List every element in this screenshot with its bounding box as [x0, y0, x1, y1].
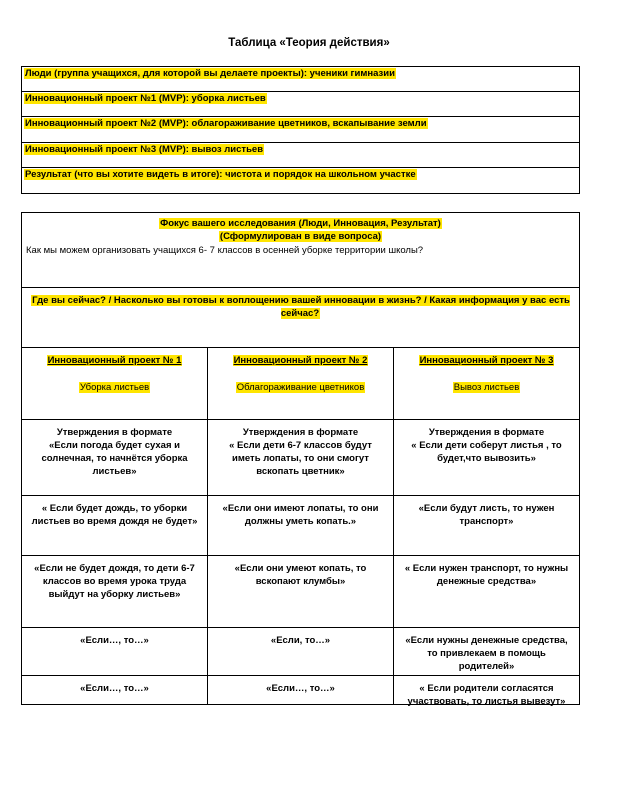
focus-cell — [22, 213, 579, 288]
focus-heading-line1: Фокус вашего исследования (Люди, Инновация, Результат) — [160, 217, 441, 229]
summary-row-project2 — [22, 117, 579, 142]
summary-table — [21, 66, 580, 194]
statement-p3-s5: « Если родители согласятся участвовать, то листья вывезут» — [407, 682, 566, 707]
project2-name: Облагораживание цветников — [236, 381, 365, 393]
action-table — [21, 212, 580, 705]
statement-p2-s1: « Если дети 6-7 классов будут иметь лопаты, то они смогут вскопать цветник» — [229, 439, 372, 477]
statement-p3-s3: « Если нужен транспорт, то нужны денежные средства» — [404, 562, 569, 587]
project2-header: Инновационный проект № 2 — [233, 354, 368, 366]
statement-row-4 — [22, 628, 579, 676]
statement-row-2 — [22, 496, 579, 556]
statement-p3-s4: «Если нужны денежные средства, то привлекаем в помощь родителей» — [405, 634, 568, 672]
project1-header-cell — [22, 348, 208, 419]
summary-row-project1 — [22, 92, 579, 117]
summary-row-project1-text: Инновационный проект №1 (MVP): уборка листьев — [25, 93, 266, 105]
statement-row-3 — [22, 556, 579, 628]
statement-title-p1: Утверждения в формате — [56, 426, 173, 438]
statement-p1-s2: « Если будет дождь, то уборки листьев во время дождя не будет» — [22, 496, 208, 555]
statement-p1-s4: «Если…, то…» — [22, 628, 208, 675]
project1-header-wrap — [30, 354, 199, 367]
where-now-cell — [22, 288, 579, 348]
statement-p2-s2: «Если они имеют лопаты, то они должны уметь копать.» — [208, 496, 394, 555]
statement-cell-p3-s1 — [394, 420, 579, 495]
project2-header-wrap — [216, 354, 385, 367]
statement-format-row — [22, 420, 579, 496]
statement-p3-s1: « Если дети соберут листья , то будет,что вывозить» — [411, 439, 562, 464]
project2-name-wrap — [216, 381, 385, 394]
project3-header-cell — [394, 348, 579, 419]
project3-name-wrap — [402, 381, 571, 394]
statement-cell-p2-s1 — [208, 420, 394, 495]
summary-row-result — [22, 168, 579, 193]
statement-p1-s5: «Если…, то…» — [22, 676, 208, 704]
statement-title-p3: Утверждения в формате — [428, 426, 545, 438]
statement-p1-s1: «Если погода будет сухая и солнечная, то начнётся уборка листьев» — [41, 439, 188, 477]
focus-question: Как мы можем организовать учащихся 6- 7 классов в осенней уборке территории школы? — [26, 244, 424, 256]
statement-p2-s5: «Если…, то…» — [208, 676, 394, 704]
summary-row-project3-text: Инновационный проект №3 (MVP): вывоз листьев — [25, 143, 264, 155]
project1-header: Инновационный проект № 1 — [47, 354, 182, 366]
statement-row-5 — [22, 676, 579, 707]
project-header-row — [22, 348, 579, 420]
statement-cell-p1-s1 — [22, 420, 208, 495]
project1-name-wrap — [30, 381, 199, 394]
page-title: Таблица «Теория действия» — [228, 37, 390, 49]
project1-name: Уборка листьев — [79, 381, 150, 393]
statement-p2-s4: «Если, то…» — [208, 628, 394, 675]
statement-p2-s3: «Если они умеют копать, то вскопают клумбы» — [208, 556, 394, 627]
summary-row-result-text: Результат (что вы хотите видеть в итоге): чистота и порядок на школьном участке — [25, 168, 416, 180]
summary-row-project3 — [22, 143, 579, 168]
where-now-text: Где вы сейчас? / Насколько вы готовы к воплощению вашей инновации в жизнь? / Какая информация у вас есть сейчас? — [32, 294, 570, 319]
project2-header-cell — [208, 348, 394, 419]
focus-heading-line1-wrap — [26, 217, 575, 230]
focus-heading-line2-wrap — [26, 230, 575, 243]
summary-row-people-text: Люди (группа учащихся, для которой вы делаете проекты): ученики гимназии — [25, 68, 395, 79]
project3-name: Вывоз листьев — [453, 381, 520, 393]
project3-header-wrap — [402, 354, 571, 367]
statement-title-p2: Утверждения в формате — [242, 426, 359, 438]
statement-p1-s3: «Если не будет дождя, то дети 6-7 классов во время урока труда выйдут на уборку листьев» — [22, 556, 208, 627]
statement-p3-s2: «Если будут листь, то нужен транспорт» — [418, 502, 555, 527]
summary-row-project2-text: Инновационный проект №2 (MVP): облагораживание цветников, вскапывание земли — [25, 118, 427, 130]
focus-heading-line2: (Сформулирован в виде вопроса) — [219, 230, 382, 242]
project3-header: Инновационный проект № 3 — [419, 354, 554, 366]
summary-row-people — [22, 67, 579, 92]
